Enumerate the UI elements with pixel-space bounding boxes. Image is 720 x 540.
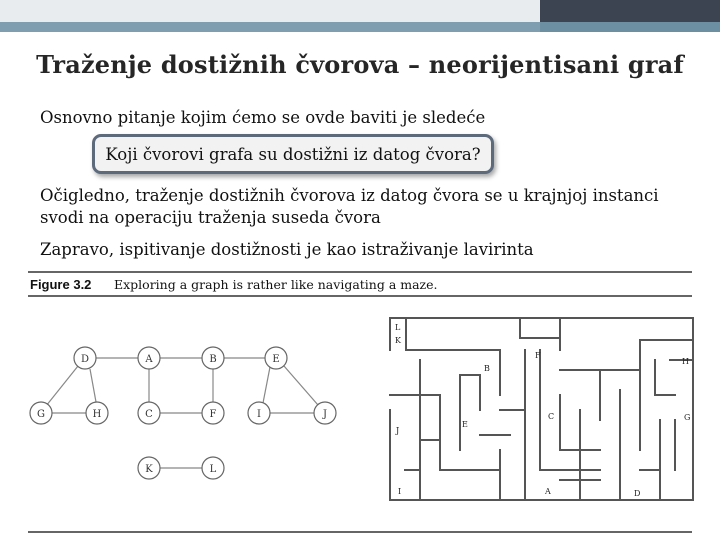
paragraph-2-line-1: Očigledno, traženje dostižnih čvorova iz datog čvora se u krajnjoj instanci — [40, 186, 659, 205]
maze-label: G — [684, 413, 691, 422]
graph-node-label: F — [209, 409, 217, 420]
slide-title: Traženje dostižnih čvorova – neorijentisani graf — [36, 50, 684, 79]
maze-label: B — [484, 364, 490, 373]
graph-node-label: D — [80, 354, 90, 365]
question-text: Koji čvorovi grafa su dostižni iz datog čvora? — [105, 144, 481, 164]
maze-outer-wall — [390, 318, 693, 500]
paragraph-2-line-2: svodi na operaciju traženja suseda čvora — [40, 208, 381, 227]
graph-edge-E-J — [284, 366, 318, 405]
intro-text: Osnovno pitanje kojim ćemo se ovde baviti je sledeće — [40, 108, 486, 127]
graph-node-label: K — [145, 464, 153, 475]
maze-label: K — [395, 336, 401, 345]
graph-node-label: L — [209, 464, 217, 475]
graph-node-label: H — [92, 409, 102, 420]
graph-node-label: C — [145, 409, 153, 420]
graph-node-label: B — [209, 354, 217, 365]
paragraph-3: Zapravo, ispitivanje dostižnosti je kao istraživanje lavirinta — [40, 240, 534, 259]
maze-label: D — [634, 489, 641, 498]
graph-edge-E-I — [263, 367, 270, 403]
maze-label: H — [682, 357, 689, 366]
maze-label: L — [395, 323, 401, 332]
maze — [390, 318, 693, 500]
graph-edge-D-G — [46, 366, 78, 406]
maze-label: I — [398, 487, 402, 496]
figure-caption-text: Exploring a graph is rather like navigating a maze. — [114, 277, 438, 292]
maze-label: J — [396, 426, 400, 435]
graph-edge-D-H — [90, 369, 96, 402]
graph-node-label: A — [145, 354, 153, 365]
figure-caption-label: Figure 3.2 — [30, 277, 92, 292]
maze-label: A — [545, 487, 551, 496]
graph-node-label: I — [257, 409, 261, 420]
maze-label: C — [548, 412, 555, 421]
graph — [30, 347, 336, 479]
maze-label: F — [535, 351, 541, 360]
graph-node-label: J — [322, 409, 328, 420]
graph-node-label: G — [37, 409, 45, 420]
maze-label: E — [462, 420, 468, 429]
graph-node-label: E — [272, 354, 280, 365]
